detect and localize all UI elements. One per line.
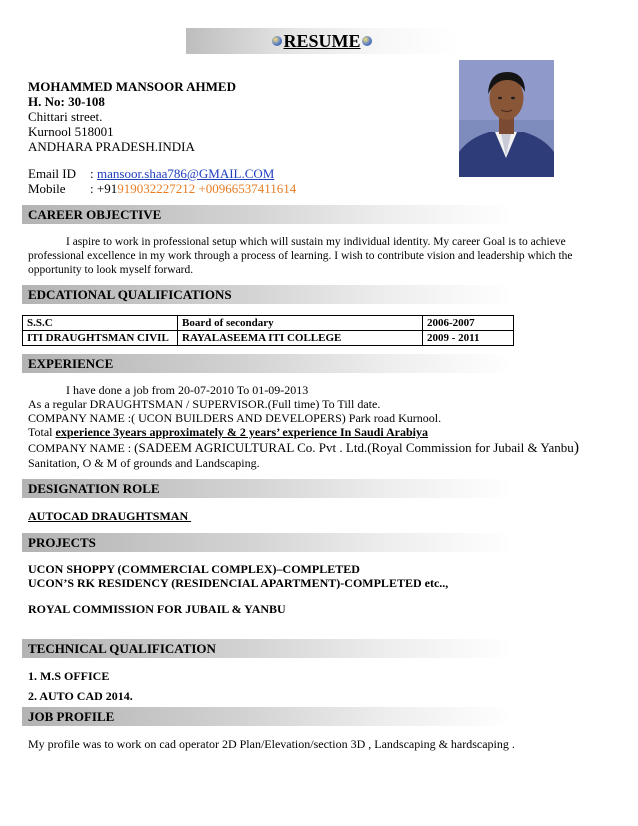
education-table xyxy=(22,315,514,346)
state-line: ANDHARA PRADESH.INDIA xyxy=(28,139,195,154)
globe-icon xyxy=(272,36,282,46)
mobile-value: 919032227212 +00966537411614 xyxy=(117,181,297,196)
board-cell: Board of secondary xyxy=(178,316,423,331)
experience-line: I have done a job from 20-07-2010 To 01-09-2013 xyxy=(66,383,309,397)
resume-banner xyxy=(186,28,458,54)
project-item: ROYAL COMMISSION FOR JUBAIL & YANBU xyxy=(28,602,286,616)
job-profile-heading: JOB PROFILE xyxy=(22,707,512,726)
education-heading: EDCATIONAL QUALIFICATIONS xyxy=(22,285,512,304)
board-cell: RAYALASEEMA ITI COLLEGE xyxy=(178,331,423,346)
house-number: H. No: 30-108 xyxy=(28,94,105,109)
street-line: Chittari street. xyxy=(28,109,103,124)
email-link[interactable]: mansoor.shaa786@GMAIL.COM xyxy=(97,166,275,181)
experience-line xyxy=(28,425,428,440)
projects-heading: PROJECTS xyxy=(22,533,512,552)
resume-title: RESUME xyxy=(283,30,361,51)
designation-heading: DESIGNATION ROLE xyxy=(22,479,512,498)
total-experience: experience 3years approximately & 2 years’ experience In Saudi Arabiya xyxy=(55,425,429,439)
mobile-numbers xyxy=(90,181,296,196)
career-objective-text: I aspire to work in professional setup which will sustain my individual identity. My career Goal is to achieve professional excellence in my work through a process of learning. I wish to contribute vision and leadership which the opportunity to look myself forward. xyxy=(28,236,573,276)
table-row xyxy=(23,331,514,346)
experience-heading: EXPERIENCE xyxy=(22,354,512,373)
course-cell: S.S.C xyxy=(23,316,178,331)
total-label: Total xyxy=(28,425,56,439)
project-item: UCON’S RK RESIDENCY (RESIDENCIAL APARTMENT)-COMPLETED etc.., xyxy=(28,576,449,590)
city-line: Kurnool 518001 xyxy=(28,124,114,139)
company-name: (SADEEM AGRICULTURAL Co. Pvt . Ltd.(Royal Commission for Jubail & Yanbu xyxy=(134,440,574,455)
technical-item: 2. AUTO CAD 2014. xyxy=(28,689,133,703)
project-item: UCON SHOPPY (COMMERCIAL COMPLEX)–COMPLETED xyxy=(28,562,360,576)
year-cell: 2009 - 2011 xyxy=(423,331,514,346)
course-cell: ITI DRAUGHTSMAN CIVIL xyxy=(23,331,178,346)
designation-role: AUTOCAD DRAUGHTSMAN xyxy=(28,509,192,523)
table-row xyxy=(23,316,514,331)
technical-item: 1. M.S OFFICE xyxy=(28,669,110,683)
profile-photo xyxy=(459,60,554,177)
experience-line: As a regular DRAUGHTSMAN / SUPERVISOR.(Full time) To Till date. xyxy=(28,397,381,411)
company-name-close: ) xyxy=(573,439,580,456)
globe-icon xyxy=(362,36,372,46)
job-profile-text: My profile was to work on cad operator 2D Plan/Elevation/section 3D , Landscaping & hardscaping . xyxy=(28,737,515,751)
mobile-label: Mobile xyxy=(28,181,66,196)
email-label: Email ID xyxy=(28,166,77,181)
technical-heading: TECHNICAL QUALIFICATION xyxy=(22,639,512,658)
company-label: COMPANY NAME : xyxy=(28,441,135,455)
experience-line: Sanitation, O & M of grounds and Landscaping. xyxy=(28,456,260,470)
career-objective-heading: CAREER OBJECTIVE xyxy=(22,205,512,224)
experience-line: COMPANY NAME :( UCON BUILDERS AND DEVELOPERS) Park road Kurnool. xyxy=(28,411,442,425)
year-cell: 2006-2007 xyxy=(423,316,514,331)
experience-line xyxy=(28,440,579,456)
candidate-name: MOHAMMED MANSOOR AHMED xyxy=(28,79,236,94)
person-portrait-icon xyxy=(459,60,554,177)
email-separator: : xyxy=(90,166,94,181)
mobile-prefix: : +91 xyxy=(90,181,118,196)
